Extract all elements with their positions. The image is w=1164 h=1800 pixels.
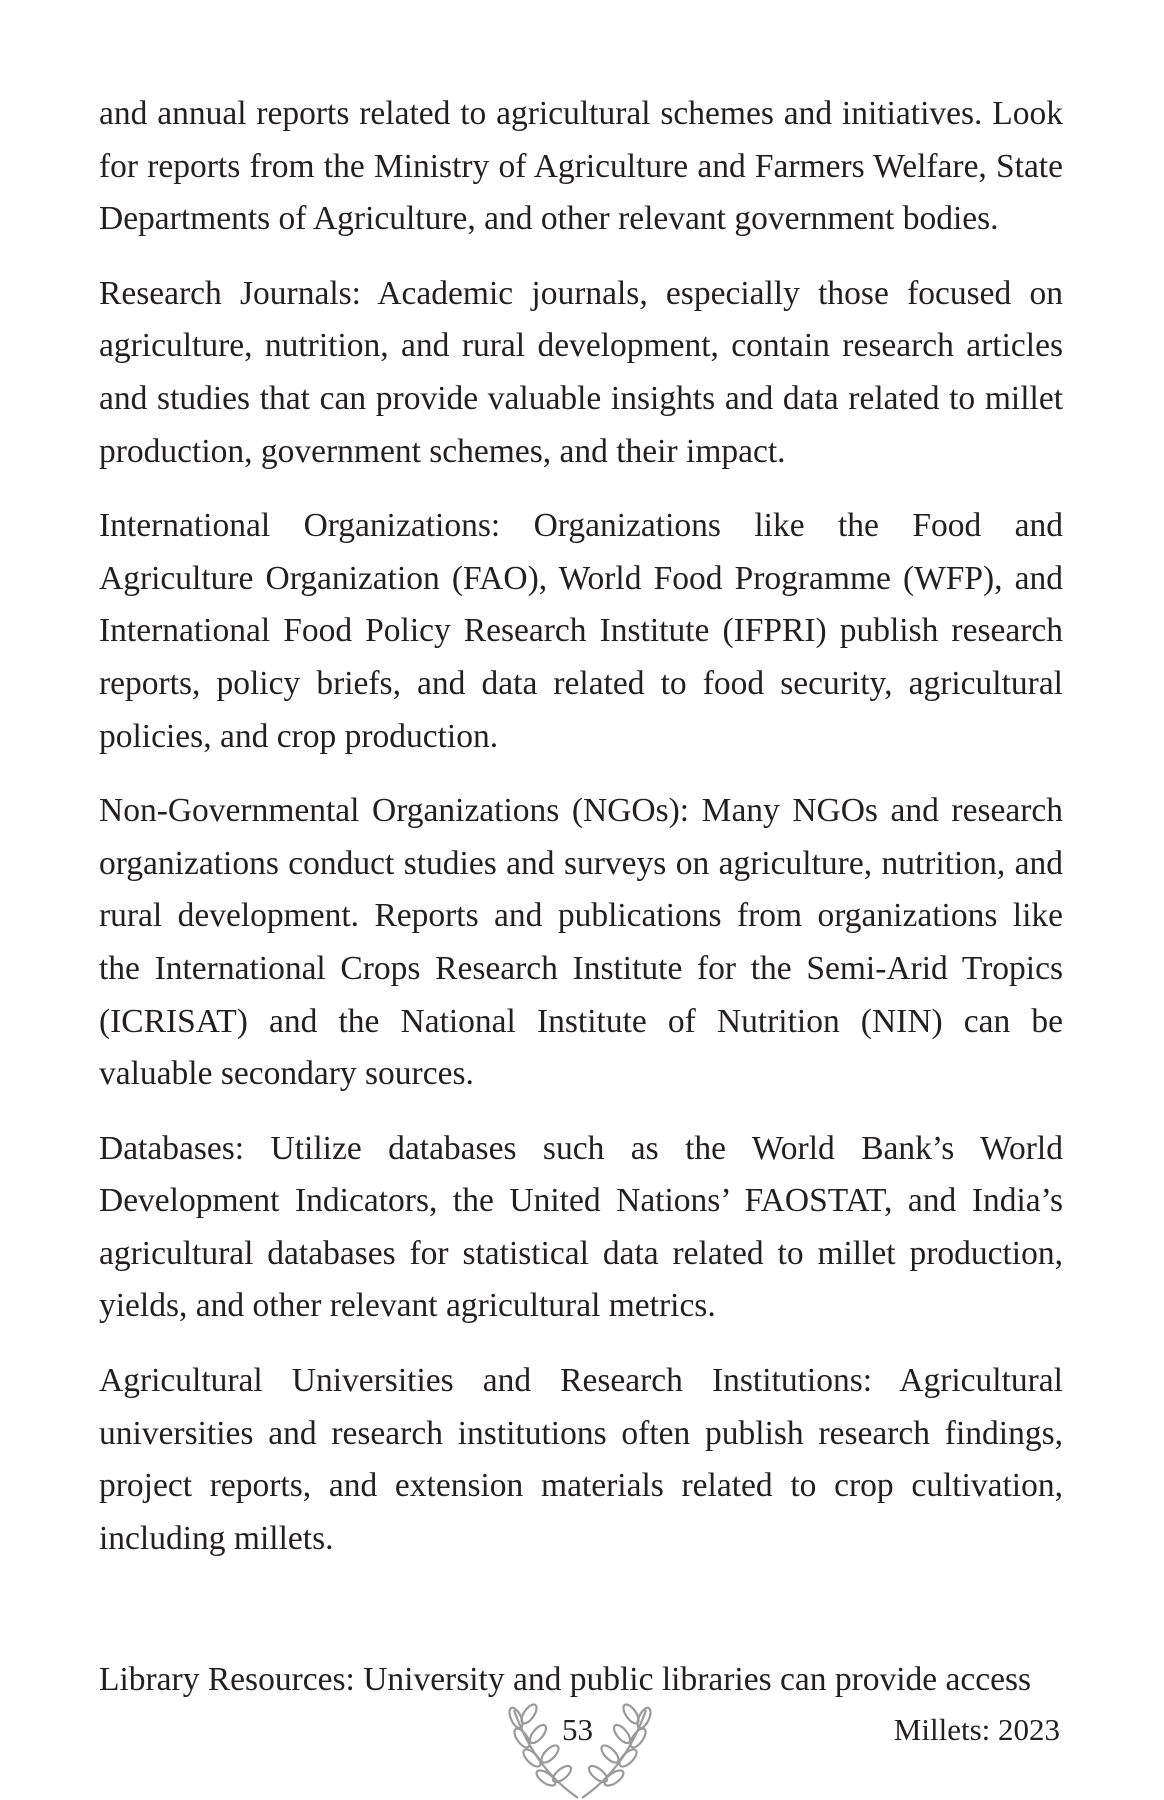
paragraph-government-reports: and annual reports related to agricultural schemes and initiatives. Look for reports from the Ministry of Agriculture and Farmers Welfare, State Departments of Agriculture, and other relevant government bodies. xyxy=(99,95,1063,238)
paragraph-databases: Databases: Utilize databases such as the World Bank’s World Development Indicators, the United Nations’ FAOSTAT, and India’s agricultural databases for statistical data related to millet production, yields, and other relevant agricultural metrics. xyxy=(99,1129,1063,1325)
page-body xyxy=(99,88,1063,1587)
footer-book-title: Millets: 2023 xyxy=(893,1712,1060,1747)
paragraph-library-resources: Library Resources: University and public libraries can provide access xyxy=(99,1661,1032,1698)
paragraph-agricultural-universities: Agricultural Universities and Research Institutions: Agricultural universities and research institutions often publish research findings, project reports, and extension materials related to crop cultivation, including millets. xyxy=(99,1362,1063,1557)
paragraph-research-journals: Research Journals: Academic journals, especially those focused on agriculture, nutrition, and rural development, contain research articles and studies that can provide valuable insights and data related to millet production, government schemes, and their impact. xyxy=(99,274,1063,470)
paragraph-ngos: Non-Governmental Organizations (NGOs): Many NGOs and research organizations conduct studies and surveys on agriculture, nutrition, and rural development. Reports and publications from organizations like the International Crops Research Institute for the Semi-Arid Tropics (ICRISAT) and the National Institute of Nutrition (NIN) can be valuable secondary sources. xyxy=(99,792,1063,1093)
paragraph-international-organizations: International Organizations: Organizations like the Food and Agriculture Organization (FAO), World Food Programme (WFP), and International Food Policy Research Institute (IFPRI) publish research reports, policy briefs, and data related to food security, agricultural policies, and crop production. xyxy=(99,507,1063,755)
page-number: 53 xyxy=(562,1712,593,1747)
page-footer xyxy=(0,1700,1164,1800)
